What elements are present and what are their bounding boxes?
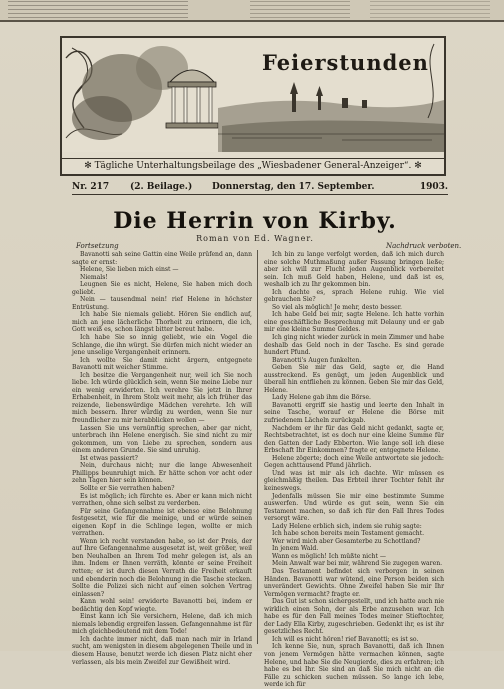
paragraph: Ich wollte Sie damit nicht ärgern, entgegnete Bavanotti mit weicher Stimme. — [72, 356, 252, 372]
paragraph: Jedenfalls müssen Sie mir eine bestimmte Summe auswerfen. Und würde es gut sein, wenn Sie ein Testament machen, so daß ich für den Fall Ihres Todes versorgt wäre. — [264, 492, 444, 523]
paragraph: Wer wird mich aber Gesamterbe zu Schottland? — [272, 537, 421, 545]
paragraph: Ist etwas passiert? — [80, 454, 138, 462]
paragraph: Ich dachte immer nicht, daß man nach mir in Irland sucht, am wenigsten in diesem abgelegenen Theile und in diesem Hause, benutzt werde ich diesen Platz nicht eher verlassen, als bis mein Zweifel zur Gewißheit wird. — [72, 635, 252, 666]
masthead-subtitle: ✻ Tägliche Unterhaltungsbeilage des „Wiesbadener General-Anzeiger“. ✻ — [62, 158, 444, 174]
text-column-left — [72, 251, 252, 666]
paragraph: Sollte er Sie verrathen haben? — [80, 484, 175, 492]
paragraph: Ich besitze die Vergangenheit nur, weil ich Sie noch liebe. Ich würde glücklich sein, wenn Sie meine Liebe nur ein wenig erwiderten. Ich verehre Sie jetzt in Ihrer Erhabenheit, in Ihrem Stolz weit mehr, als ich früher das reizende, liebenswürdige Mädchen verehrte. Ich will mich bessern. Ihrer würdig zu werden, wenn Sie nur freundlicher zu mir herabblicken wollen — — [72, 371, 252, 425]
paragraph: In jenem Wald. — [272, 545, 319, 553]
article-title: Die Herrin von Kirby. — [113, 208, 397, 234]
reprint-note: Nachdruck verboten. — [386, 242, 462, 250]
paragraph: Wenn ich recht verstanden habe, so ist der Preis, der auf Ihre Gefangennahme ausgesetzt ist, weit größer, weil ben Neuhalben an Ihrem Tod mehr gelegen ist, als an ihm. Indem er Ihnen verräth, könnte er seine Freiheit retten; er ist durch diesen Verrath die Freiheit erkauft und ebenderin noch die Belohnung in die Tasche stecken. Sollte die Polizei sich nicht auf einen solchen Vertrag einlassen? — [72, 537, 252, 598]
paragraph: Einst kann ich Sie versichern, Helene, daß ich mich niemals lebendig ergreifen lassen. Gefangennahme ist für mich gleichbedeutend mit dem Tode! — [72, 613, 252, 636]
paragraph: Das Testament befindet sich verborgen in seinen Händen. Bavanotti war wütend, eine Person beiden sich unverändert Gewichts. Ohne Zweifel haben Sie mir Ihr Vermögen vermacht? fragte er. — [264, 567, 444, 598]
paragraph: Bavanotti ergriff sie hastig und leerte den Inhalt in seine Tasche, worauf er Helene die Börse mit zufriedenem Lächeln zurückgab. — [264, 401, 444, 425]
paragraph: Ich habe Geld bei mir, sagte Helene. Ich hatte vorhin eine geschäftliche Besprechung mit Delauny und er gab mir eine kleine Summe Geldes. — [264, 311, 444, 334]
paragraph: Helene zögerte; doch eine Weile antwortete sie jedoch: Gegen achttausend Pfund jährlich. — [264, 454, 444, 470]
paragraph: Lady Helene gab ihm die Börse. — [272, 394, 371, 402]
text-column-right — [264, 251, 444, 689]
issue-date: Donnerstag, den 17. September. — [212, 182, 375, 192]
paragraph: Es ist möglich; ich fürchte es. Aber er kann mich nicht verrathen, ohne sich selbst zu verderben. — [72, 492, 252, 508]
paragraph: Geben Sie mir das Geld, sagte er, die Hand ausstreckend. Es genügt, um jeden Augenblick und überall hin entfliehen zu können. Geben Sie mir das Geld, Helene. — [264, 364, 444, 394]
issue-supplement: (2. Beilage.) — [130, 182, 193, 192]
paragraph: Bavanotti's Augen funkelten. — [272, 356, 362, 364]
paragraph: Das Gut ist schon sichergestellt, und ich hatte auch nie wirklich einen Sohn, der als Erbe anzusehen war. Ich habe es für den Fall meines Todes meiner Stieftochter, der Lady Ella Kirby, zugeschrieben. Gedenkt ihr, es ist ihr gesetzliches Recht. — [264, 598, 444, 636]
paragraph: So viel als möglich! Je mehr, desto besser. — [272, 303, 402, 311]
paragraph: Ich habe schon bereits mein Testament gemacht. — [272, 530, 425, 538]
previous-page-strip — [0, 0, 504, 22]
paragraph: Ich habe Sie niemals geliebt. Hören Sie endlich auf, mich an jene lächerliche Thorheit zu erinnern, die ich, Gott weiß es, schon längst bitter bereut habe. — [72, 311, 252, 334]
paragraph: Bavanotti sah seine Gattin eine Weile prüfend an, dann sagte er ernst: — [72, 251, 252, 266]
masthead — [60, 36, 446, 176]
masthead-title: Feierstunden — [262, 50, 429, 75]
issue-number: Nr. 217 — [72, 182, 110, 192]
paragraph: Und was ist mir als ich dachte. Wir müssen es gleichmäßig theilen. Das Erbteil ihrer Tochter fehlt ihr keineswegs. — [264, 469, 444, 492]
previous-page-text-middle — [250, 0, 350, 18]
paragraph: Ich kenne Sie, nun, sprach Bavanotti, daß ich Ihnen von jenem Vermögen hätte vermachen können, sagte Helene, und habe Sie die Neugierde, dies zu erfahren; ich habe es bei Ihr. Sie sind an daß Sie mich nicht an die Fälle zu schicken suchen müssen. So lange ich lebe, werde ich für — [264, 643, 444, 689]
paragraph: Für seine Gefangennahme ist ebenso eine Belohnung festgesetzt, wie für die meinige, und er würde seinen eigenen Kopf in die Schlinge legen, wollte er mich verrathen. — [72, 507, 252, 538]
paragraph: Ich bin zu lange verfolgt worden, daß ich mich durch eine solche Muthmaßung außer Fassung bringen ließe; aber ich will zur Flucht jeden Augenblick vorbereitet sein. Ich muß Geld haben, Helene, und daß ist es, weshalb ich zu Ihr gekommen bin. — [264, 251, 444, 289]
previous-page-text-right — [370, 0, 490, 18]
paragraph: Niemals! — [80, 273, 108, 281]
paragraph: Helene, Sie lieben mich einst — — [80, 266, 179, 274]
paragraph: Ich ging nicht wieder zurück in mein Zimmer und habe deshalb das Geld noch in der Tasche. Es sind gerade hundert Pfund. — [264, 334, 444, 357]
issue-line — [72, 181, 448, 195]
paragraph: Ich habe Sie so innig geliebt, wie ein Vogel die Schlange, die ihn würgt. Sie dürfen mich nicht wieder an jene unselige Vergangenheit erinnern. — [72, 334, 252, 357]
previous-page-text-left — [8, 0, 188, 18]
continuation-note: Fortsetzung — [76, 242, 119, 250]
issue-year: 1903. — [419, 182, 448, 192]
paragraph: Nein — tausendmal nein! rief Helene in höchster Entrüstung. — [72, 296, 252, 311]
paragraph: Lady Helene erblich sich, indem sie ruhig sagte: — [272, 522, 422, 530]
column-divider — [257, 250, 258, 644]
paragraph: Leugnen Sie es nicht, Helene, Sie haben mich doch geliebt. — [72, 281, 252, 296]
paragraph: Kann wohl sein! erwiderte Bavanotti bei, indem er bedächtig den Kopf wiegte. — [72, 598, 252, 613]
paragraph: Nein, durchaus nicht; nur die lange Abwesenheit Phillipps beunruhigt mich. Er hätte schon vor acht oder zehn Tagen hier sein können. — [72, 462, 252, 485]
paragraph: Ich dachte es, sprach Helene ruhig. Wie viel gebrauchen Sie? — [264, 288, 444, 304]
paragraph: Nachdem er ihr für das Geld nicht gedankt, sagte er, Rechtsbetrachtet, ist es doch nur eine kleine Summe für den Gatten der Lady Ebberton. Wie lange soll ich diese Erbschaft Ihr Einkommen? fragte er, entgegnete Helene. — [264, 424, 444, 455]
paragraph: Ich will es nicht hören! rief Bavanotti; es ist so. — [272, 635, 419, 643]
paragraph: Mein Anwalt war bei mir, während Sie zugegen waren. — [272, 560, 443, 568]
paragraph: Wann es möglich! Ich müßte nicht — — [272, 552, 386, 560]
paragraph: Lassen Sie uns vernünftig sprechen, aber gar nicht, unterbrach ihn Helene energisch. Sie sind nicht zu mir gekommen, um von Liebe zu sprechen, sondern aus einem anderen Grunde. Sie sind unruhig. — [72, 424, 252, 455]
article-author: Roman von Ed. Wagner. — [196, 234, 314, 243]
